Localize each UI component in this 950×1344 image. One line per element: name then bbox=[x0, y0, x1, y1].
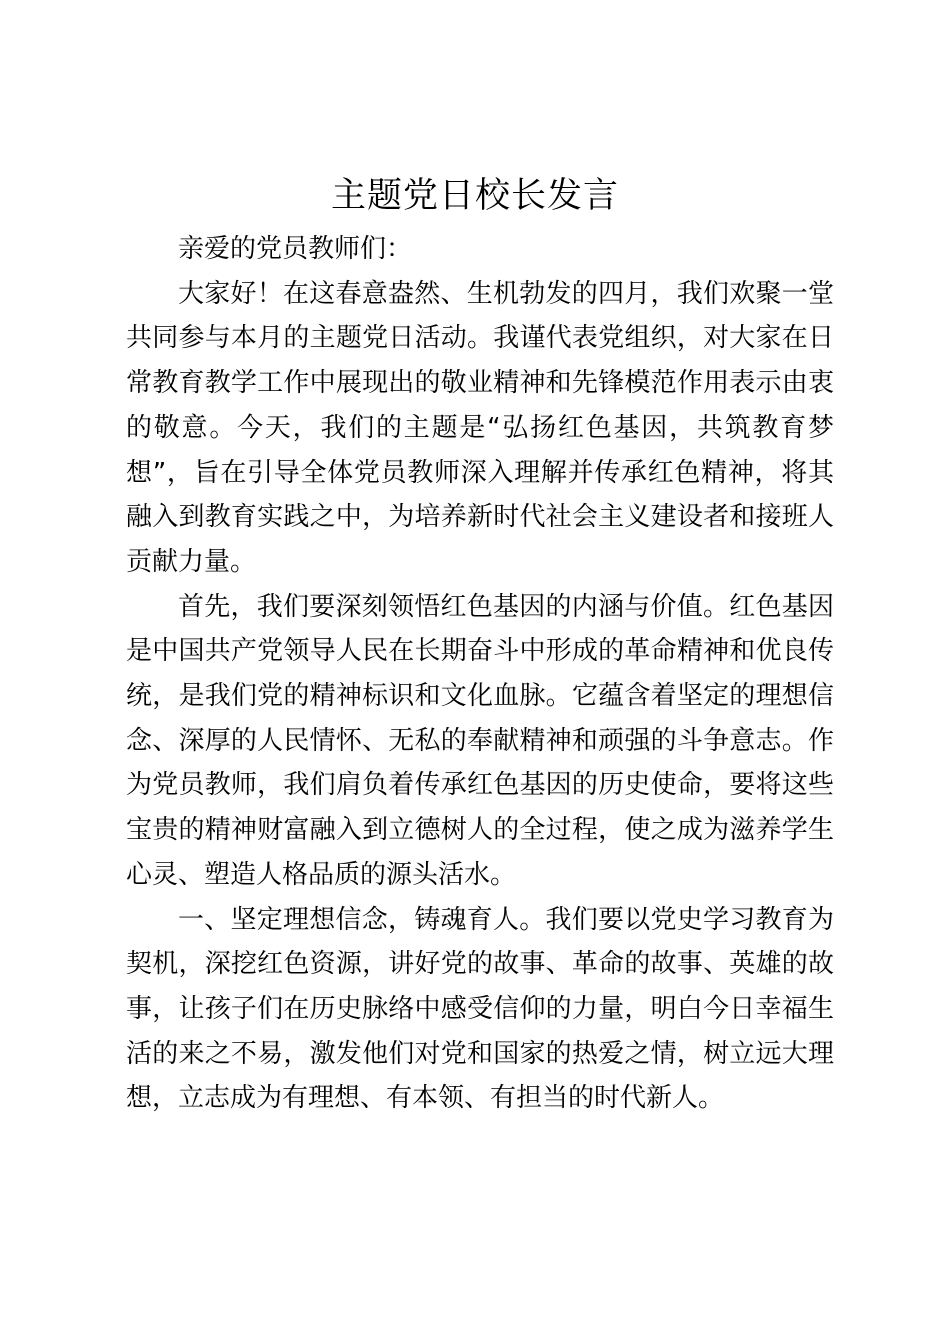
document-body bbox=[126, 227, 834, 1121]
salutation-paragraph: 亲爱的党员教师们： bbox=[178, 234, 413, 264]
red-gene-paragraph: 首先，我们要深刻领悟红色基因的内涵与价值。红色基因是中国共产党领导人民在长期奋斗中形成的革命精神和优良传统，是我们党的精神标识和文化血脉。它蕴含着坚定的理想信念、深厚的人民情怀、无私的奉献精神和顽强的斗争意志。作为党员教师，我们肩负着传承红色基因的历史使命，要将这些宝贵的精神财富融入到立德树人的全过程，使之成为滋养学生心灵、塑造人格品质的源头活水。 bbox=[126, 591, 834, 890]
point-one-paragraph: 一、坚定理想信念，铸魂育人。我们要以党史学习教育为契机，深挖红色资源，讲好党的故事、革命的故事、英雄的故事，让孩子们在历史脉络中感受信仰的力量，明白今日幸福生活的来之不易，激发他们对党和国家的热爱之情，树立远大理想，立志成为有理想、有本领、有担当的时代新人。 bbox=[126, 904, 834, 1114]
document-title: 主题党日校长发言 bbox=[330, 176, 619, 216]
opening-paragraph: 大家好！在这春意盎然、生机勃发的四月，我们欢聚一堂共同参与本月的主题党日活动。我谨代表党组织，对大家在日常教育教学工作中展现出的敬业精神和先锋模范作用表示由衷的敬意。今天，我们的主题是“弘扬红色基因，共筑教育梦想”，旨在引导全体党员教师深入理解并传承红色精神，将其融入到教育实践之中，为培养新时代社会主义建设者和接班人贡献力量。 bbox=[126, 278, 834, 577]
